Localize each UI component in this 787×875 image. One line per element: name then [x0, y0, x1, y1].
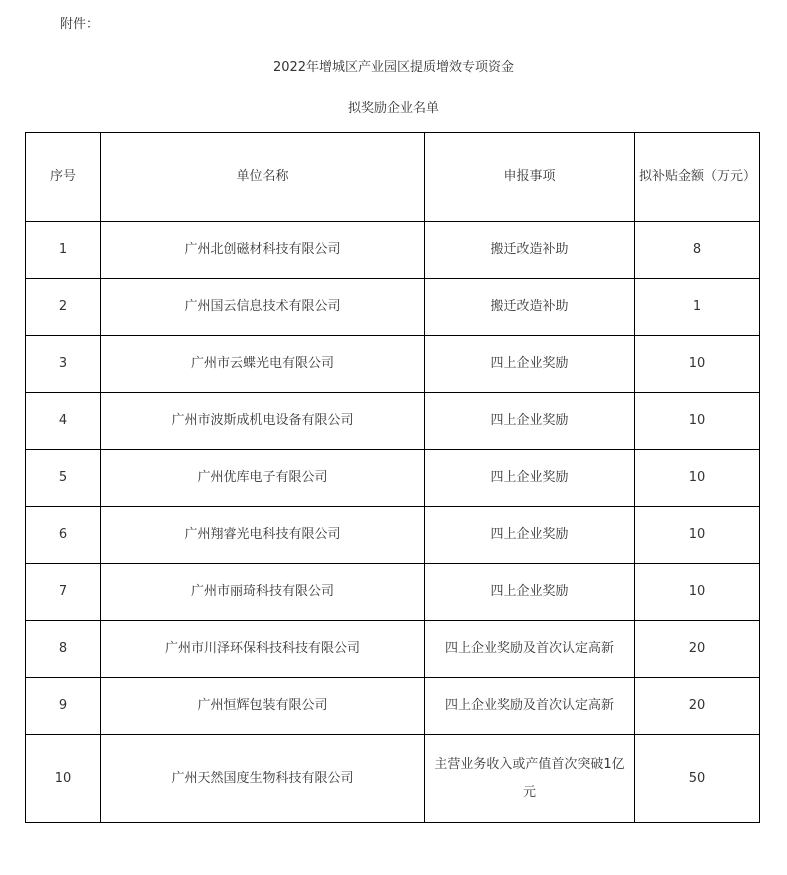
- row-index: 3: [26, 336, 101, 393]
- row-amount: 20: [635, 621, 760, 678]
- row-item: 四上企业奖励: [425, 564, 635, 621]
- row-item: 搬迁改造补助: [425, 279, 635, 336]
- row-company: 广州天然国度生物科技有限公司: [101, 735, 425, 823]
- document-subtitle: 拟奖励企业名单: [347, 101, 439, 116]
- row-item: 四上企业奖励及首次认定高新: [425, 678, 635, 735]
- row-amount: 8: [635, 222, 760, 279]
- row-company: 广州市云蝶光电有限公司: [101, 336, 425, 393]
- row-company: 广州市丽琦科技有限公司: [101, 564, 425, 621]
- row-company: 广州市波斯成机电设备有限公司: [101, 393, 425, 450]
- row-index: 8: [26, 621, 101, 678]
- table-header-row: [26, 133, 760, 222]
- row-amount: 1: [635, 279, 760, 336]
- row-amount: 10: [635, 336, 760, 393]
- row-index: 9: [26, 678, 101, 735]
- header-amount: 拟补贴金额（万元）: [635, 133, 760, 222]
- header-item: 申报事项: [425, 133, 635, 222]
- row-index: 6: [26, 507, 101, 564]
- row-item: 四上企业奖励: [425, 450, 635, 507]
- row-amount: 50: [635, 735, 760, 823]
- row-company: 广州恒辉包装有限公司: [101, 678, 425, 735]
- row-index: 10: [26, 735, 101, 823]
- row-company: 广州市川泽环保科技科技有限公司: [101, 621, 425, 678]
- table-row: [26, 450, 760, 507]
- header-index: 序号: [26, 133, 101, 222]
- table-row: [26, 621, 760, 678]
- row-index: 1: [26, 222, 101, 279]
- row-item: 搬迁改造补助: [425, 222, 635, 279]
- row-company: 广州优库电子有限公司: [101, 450, 425, 507]
- header-company: 单位名称: [101, 133, 425, 222]
- row-index: 5: [26, 450, 101, 507]
- row-amount: 20: [635, 678, 760, 735]
- table-row: [26, 735, 760, 823]
- table-row: [26, 678, 760, 735]
- row-index: 7: [26, 564, 101, 621]
- table-row: [26, 222, 760, 279]
- attachment-label: 附件：: [60, 17, 100, 32]
- row-item: 四上企业奖励: [425, 393, 635, 450]
- row-item: 四上企业奖励: [425, 336, 635, 393]
- row-company: 广州北创磁材科技有限公司: [101, 222, 425, 279]
- row-amount: 10: [635, 564, 760, 621]
- row-item: 主营业务收入或产值首次突破1亿元: [425, 735, 635, 823]
- table-row: [26, 507, 760, 564]
- row-index: 2: [26, 279, 101, 336]
- document-title: 2022年增城区产业园区提质增效专项资金: [272, 60, 515, 75]
- row-company: 广州翔睿光电科技有限公司: [101, 507, 425, 564]
- table-row: [26, 279, 760, 336]
- row-amount: 10: [635, 450, 760, 507]
- row-index: 4: [26, 393, 101, 450]
- row-item: 四上企业奖励及首次认定高新: [425, 621, 635, 678]
- row-company: 广州国云信息技术有限公司: [101, 279, 425, 336]
- table-row: [26, 336, 760, 393]
- award-list-table: [25, 132, 760, 823]
- row-amount: 10: [635, 393, 760, 450]
- table-row: [26, 564, 760, 621]
- row-amount: 10: [635, 507, 760, 564]
- row-item: 四上企业奖励: [425, 507, 635, 564]
- table-row: [26, 393, 760, 450]
